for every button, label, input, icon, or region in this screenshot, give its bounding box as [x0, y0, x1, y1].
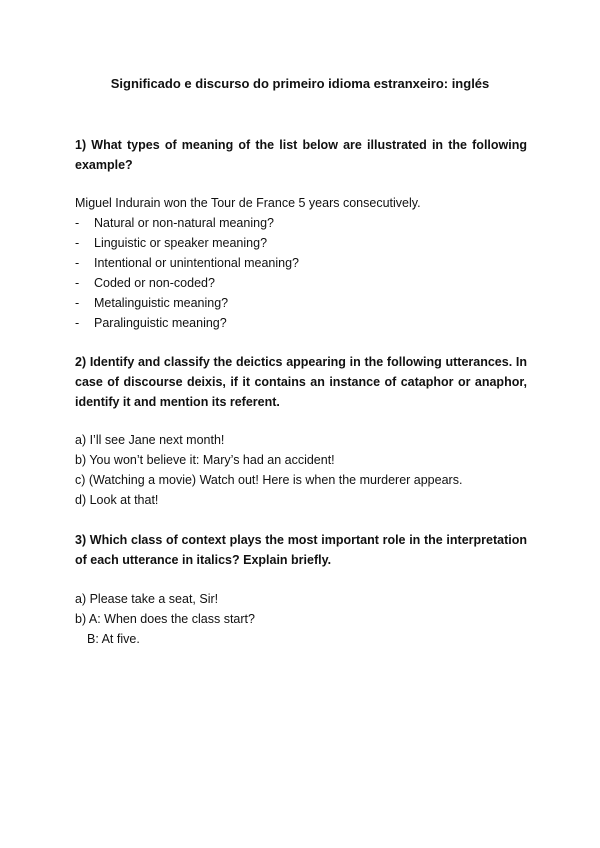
question-3-content: [75, 589, 527, 649]
utterance-item: a) Please take a seat, Sir!: [75, 592, 219, 606]
list-item: - Coded or non-coded?: [75, 276, 215, 290]
page-title: Significado e discurso do primeiro idioma estranxeiro: inglés: [110, 76, 490, 91]
example-sentence: Miguel Indurain won the Tour de France 5 years consecutively.: [75, 196, 421, 210]
utterance-item: b) You won’t believe it: Mary’s had an accident!: [75, 453, 335, 467]
list-item: - Natural or non-natural meaning?: [75, 216, 274, 230]
utterance-item: d) Look at that!: [75, 493, 159, 507]
utterance-item: a) I’ll see Jane next month!: [75, 433, 225, 447]
question-2-block: [75, 352, 527, 412]
list-item: - Metalinguistic meaning?: [75, 296, 229, 310]
question-1-content: [75, 193, 527, 333]
question-1-block: [75, 135, 527, 175]
utterance-item: b) A: When does the class start?: [75, 612, 255, 626]
list-item: - Intentional or unintentional meaning?: [75, 256, 300, 270]
list-item: - Paralinguistic meaning?: [75, 316, 227, 330]
utterance-item: B: At five.: [87, 632, 140, 646]
question-3-block: [75, 530, 527, 570]
question-1: 1) What types of meaning of the list below are illustrated in the following example?: [75, 138, 527, 172]
question-2: 2) Identify and classify the deictics appearing in the following utterances. In case of discourse deixis, if it contains an instance of cataphor or anaphor, identify it and mention its referent.: [75, 355, 527, 409]
list-item: - Linguistic or speaker meaning?: [75, 236, 268, 250]
question-2-content: [75, 430, 527, 510]
question-3: 3) Which class of context plays the most important role in the interpretation of each utterance in italics? Explain briefly.: [75, 533, 527, 567]
utterance-item: c) (Watching a movie) Watch out! Here is when the murderer appears.: [75, 473, 463, 487]
